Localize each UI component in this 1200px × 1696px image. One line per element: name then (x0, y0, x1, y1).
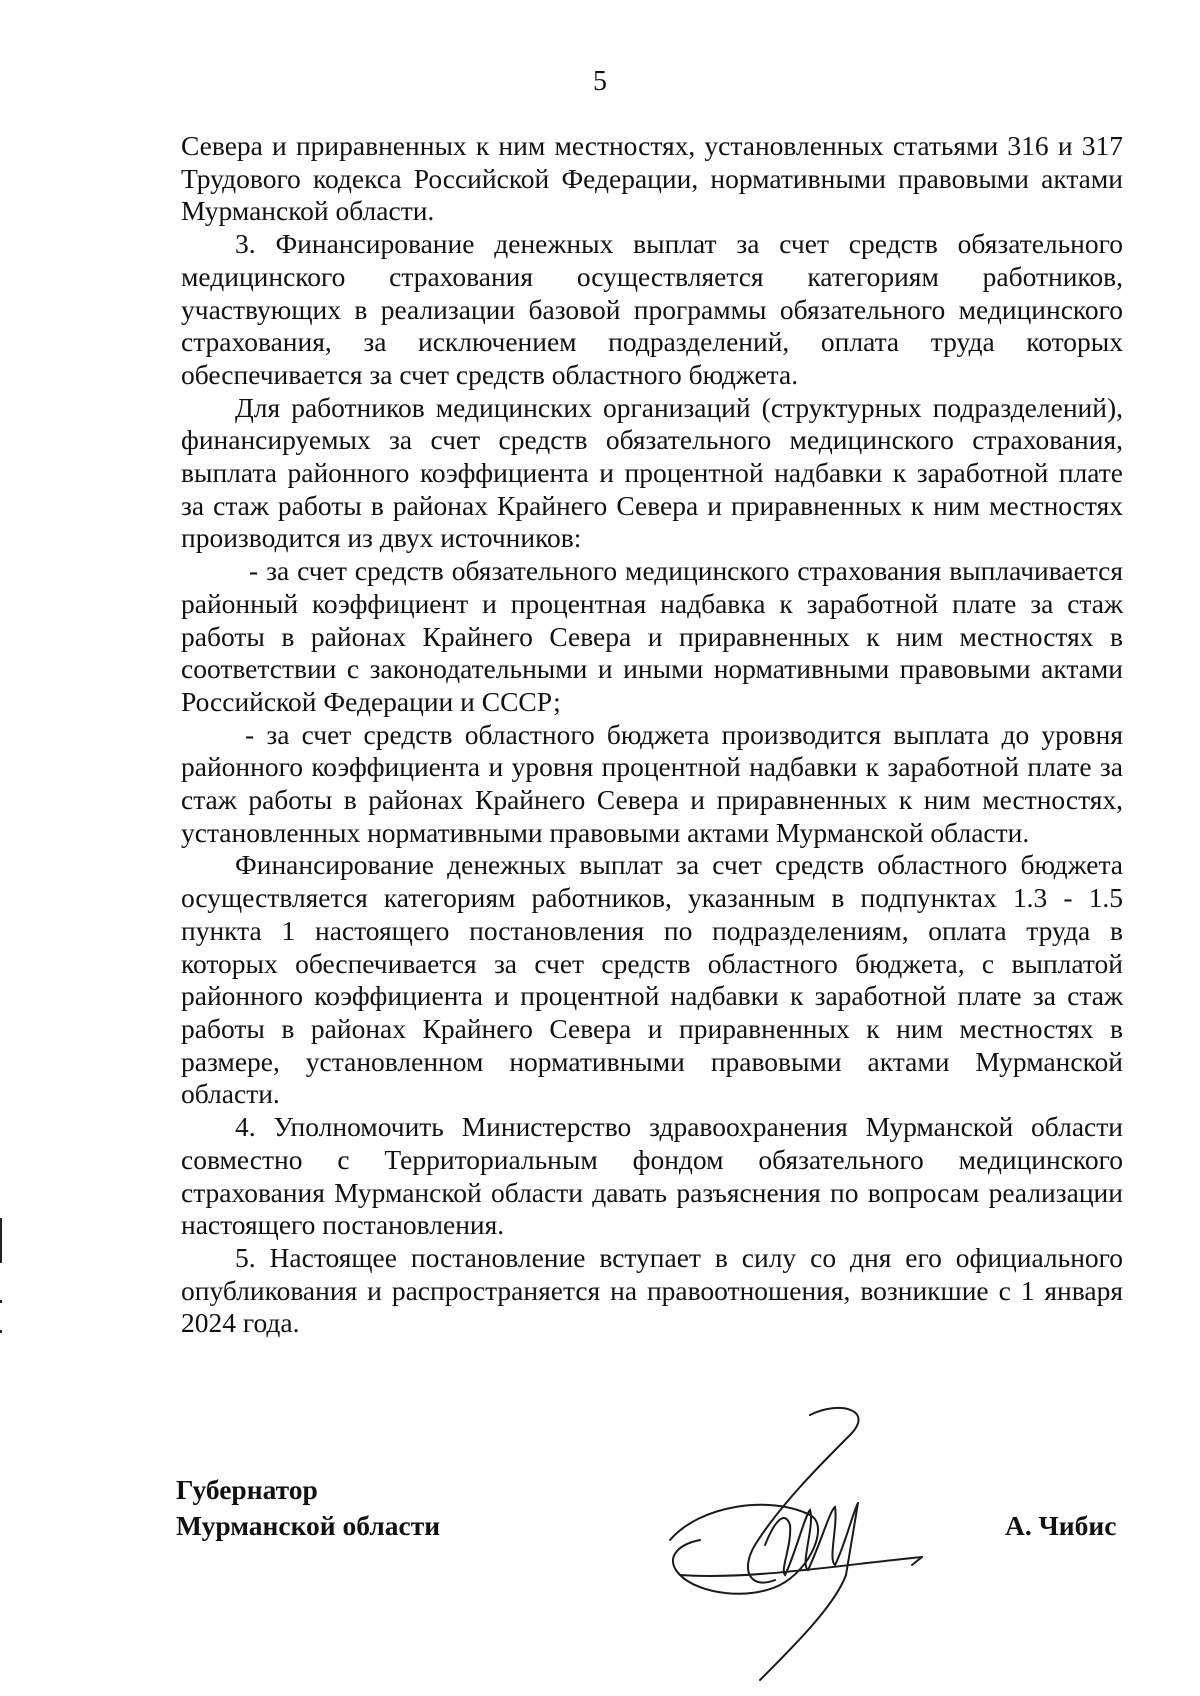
list-item-regional-budget: - за счет средств областного бюджета производится выплата до уровня районного коэффициента и уровня процентной надбавки к заработной плате за стаж работы в районах Крайнего Севера и приравненных к ним местностях, установленных нормативными правовыми актами Мурманской области. (181, 718, 1123, 848)
paragraph-continuation: Севера и приравненных к ним местностях, установленных статьями 316 и 317 Трудового кодекса Российской Федерации, нормативными правовыми актами Мурманской области. (181, 130, 1123, 227)
paragraph-item-4: 4. Уполномочить Министерство здравоохранения Мурманской области совместно с Территориальным фондом обязательного медицинского страхования Мурманской области давать разъяснения по вопросам реализации настоящего постановления. (181, 1111, 1123, 1241)
signatory-title-line-2: Мурманской области (176, 1510, 441, 1541)
document-body (181, 130, 1123, 1340)
signatory-title-line-1: Губернатор (176, 1474, 318, 1505)
handwritten-signature (660, 1395, 1000, 1685)
page-number: 5 (593, 66, 607, 97)
scan-edge-dot (0, 1330, 2, 1333)
scan-edge-mark (0, 1218, 2, 1263)
paragraph-regional-financing: Финансирование денежных выплат за счет средств областного бюджета осуществляется категориям работников, указанным в подпунктах 1.3 - 1.5 пункта 1 настоящего постановления по подразделениям, оплата труда в которых обеспечивается за счет средств областного бюджета, с выплатой районного коэффициента и процентной надбавки к заработной плате за стаж работы в районах Крайнего Севера и приравненных к ним местностях в размере, установленном нормативными правовыми актами Мурманской области. (181, 849, 1123, 1110)
list-item-oms-funding: - за счет средств обязательного медицинского страхования выплачивается районный коэффициент и процентная надбавка к заработной плате за стаж работы в районах Крайнего Севера и приравненных к ним местностях в соответствии с законодательными и иными нормативными правовыми актами Российской Федерации и СССР; (181, 555, 1123, 717)
signatory-name: А. Чибис (1005, 1510, 1117, 1541)
paragraph-item-3: 3. Финансирование денежных выплат за счет средств обязательного медицинского страхования осуществляется категориям работников, участвующих в реализации базовой программы обязательного медицинского страхования, за исключением подразделений, оплата труда которых обеспечивается за счет средств областного бюджета. (181, 228, 1123, 390)
signatory-title (176, 1472, 440, 1544)
scan-edge-dot (0, 1300, 2, 1303)
paragraph-two-sources: Для работников медицинских организаций (структурных подразделений), финансируемых за счет средств обязательного медицинского страхования, выплата районного коэффициента и процентной надбавки к заработной плате за стаж работы в районах Крайнего Севера и приравненных к ним местностях производится из двух источников: (181, 391, 1123, 554)
paragraph-item-5: 5. Настоящее постановление вступает в силу со дня его официального опубликования и распространяется на правоотношения, возникшие с 1 января 2024 года. (181, 1241, 1123, 1339)
